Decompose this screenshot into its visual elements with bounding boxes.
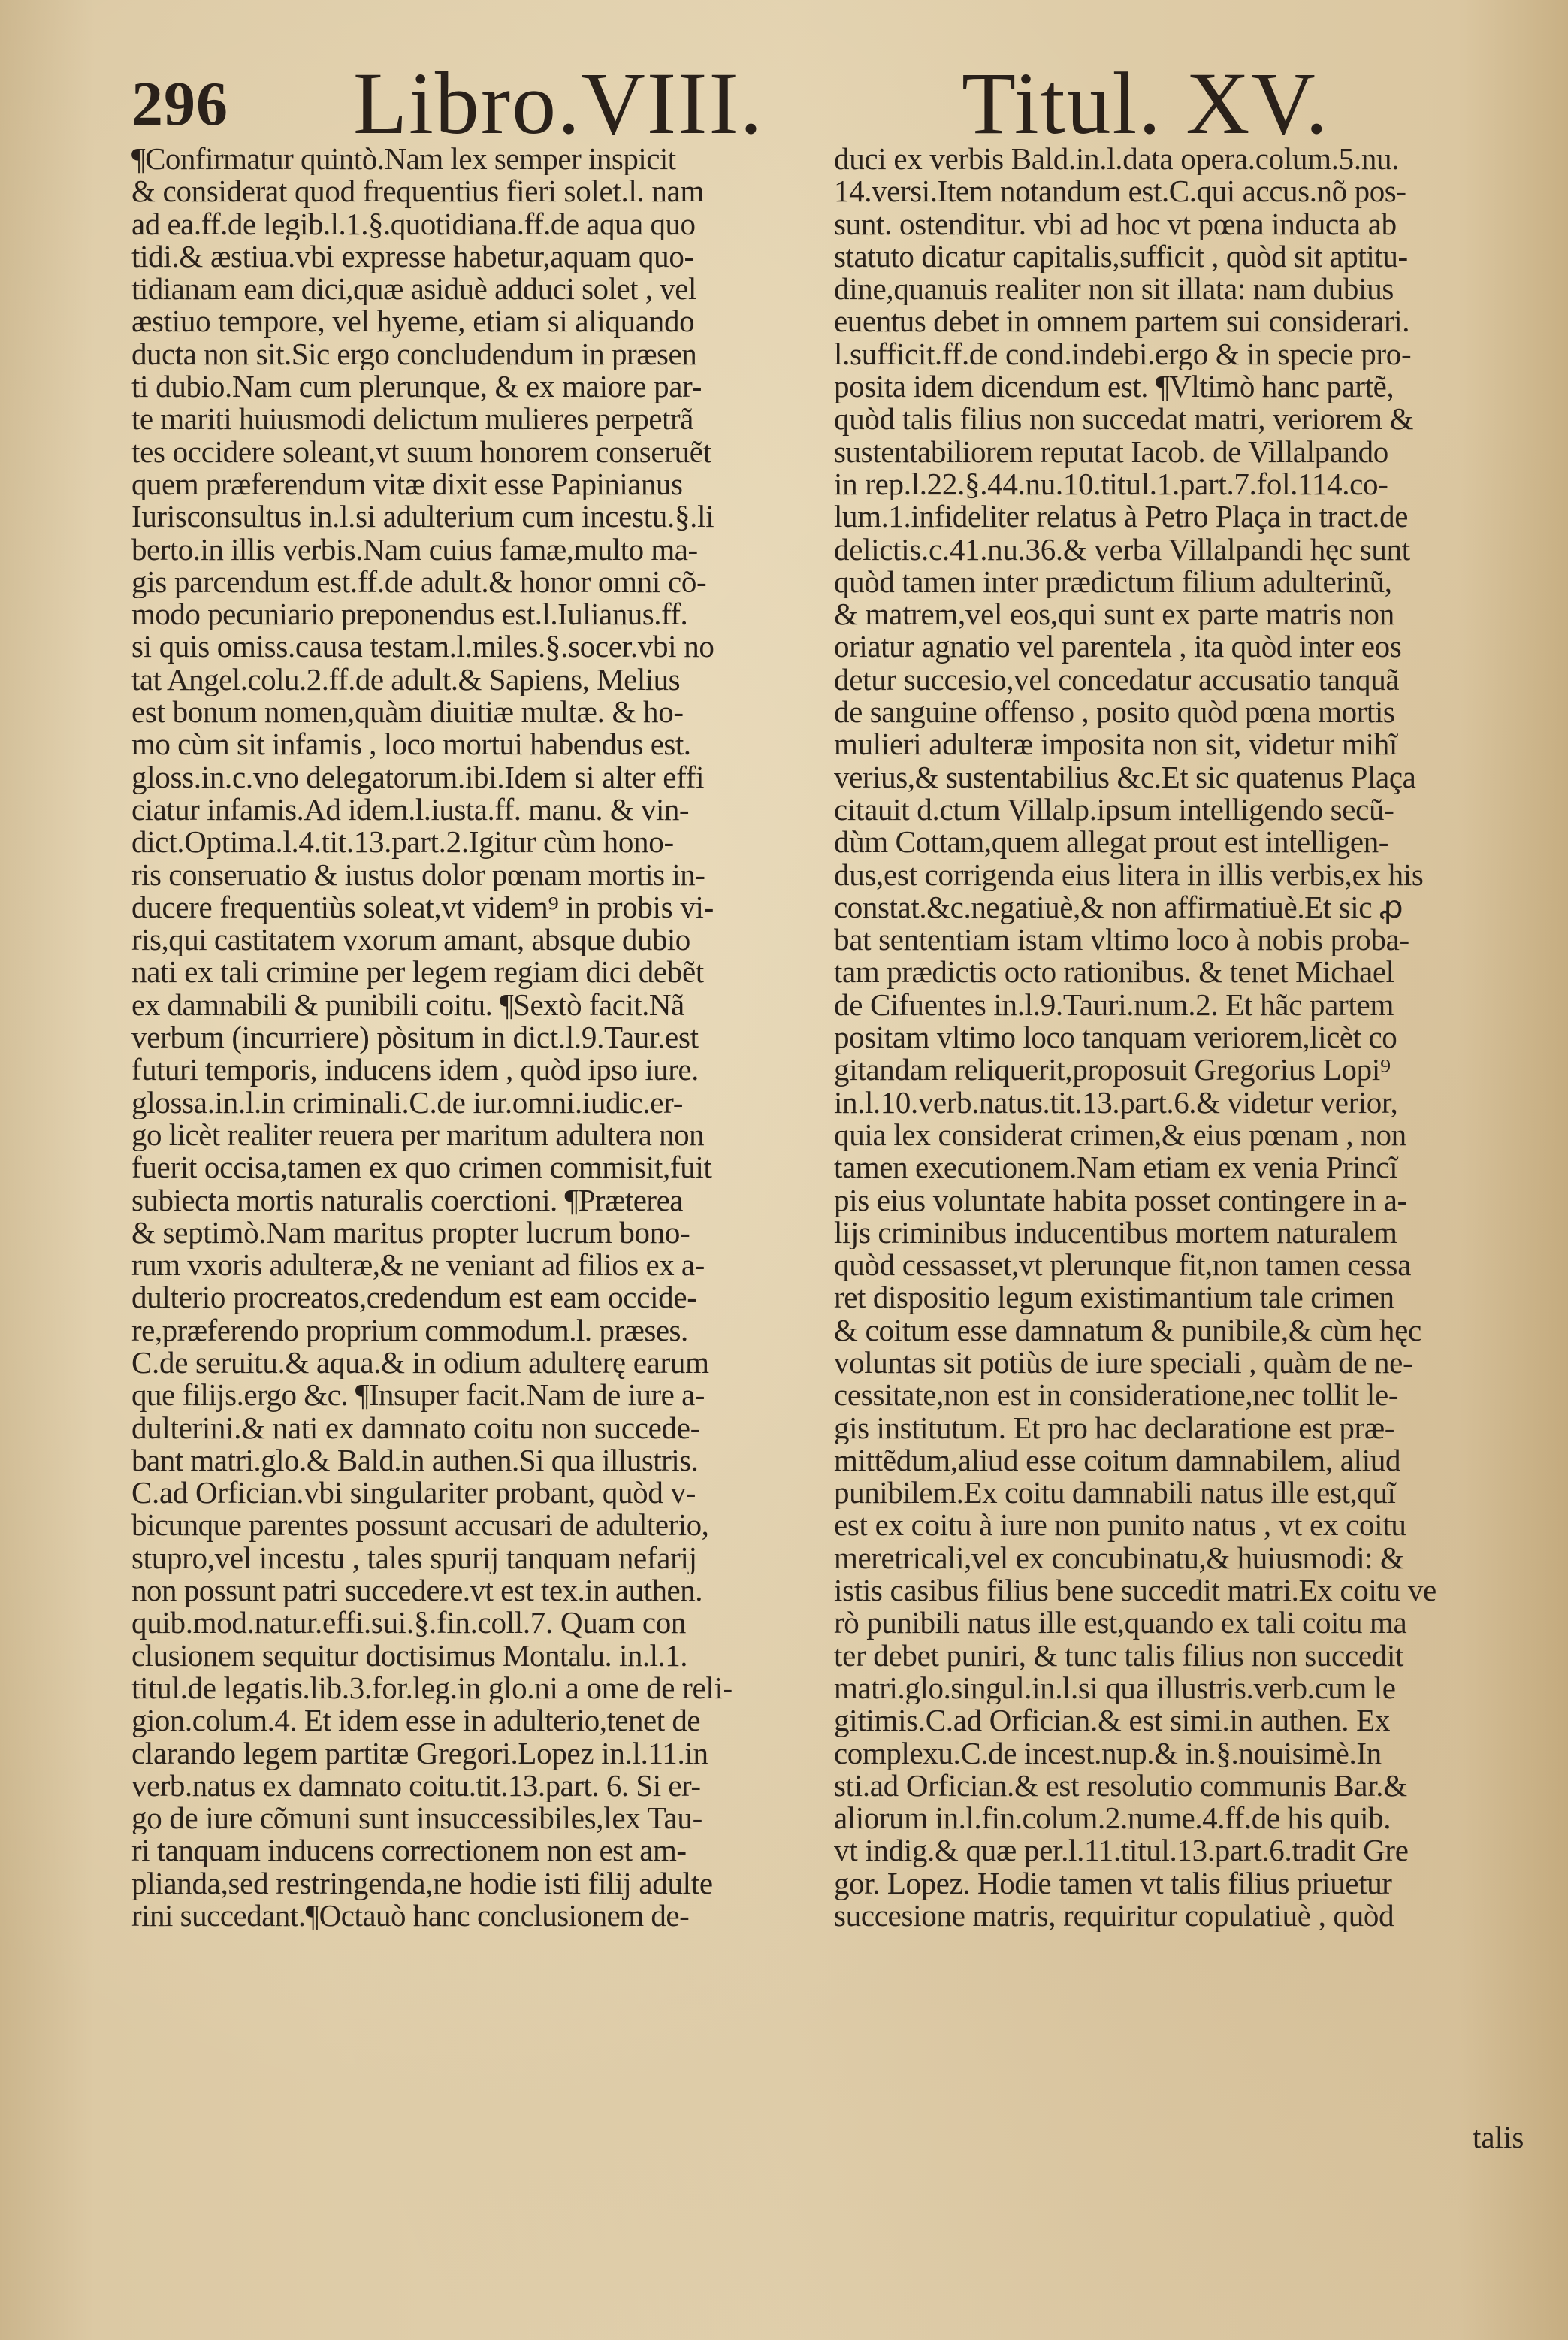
text-line: dine,quanuis realiter non sit illata: nam dubius xyxy=(834,273,1394,306)
text-line: mo cùm sit infamis , loco mortui habendus est. xyxy=(131,728,691,761)
right-text-column xyxy=(834,143,1495,1932)
text-line: l.sufficit.ff.de cond.indebi.ergo & in specie pro- xyxy=(834,337,1412,371)
text-line: complexu.C.de incest.nup.& in.§.nouisimè.In xyxy=(834,1737,1382,1770)
text-line: ter debet puniri, & tunc talis filius non succedit xyxy=(834,1639,1404,1672)
text-line: est bonum nomen,quàm diuitiæ multæ. & ho- xyxy=(131,696,684,729)
text-line: rum vxoris adulteræ,& ne veniant ad filios ex a- xyxy=(131,1249,705,1282)
text-line: in rep.l.22.§.44.nu.10.titul.1.part.7.fol.114.co- xyxy=(834,467,1388,501)
text-line: verb.natus ex damnato coitu.tit.13.part. 6. Si er- xyxy=(131,1769,701,1803)
text-line: re,præferendo proprium commodum.l. præses. xyxy=(131,1314,688,1347)
text-line: titul.de legatis.lib.3.for.leg.in glo.ni a ome de reli- xyxy=(131,1671,733,1705)
text-line: nati ex tali crimine per legem regiam dici debẽt xyxy=(131,956,704,989)
text-line: mittẽdum,aliud esse coitum damnabilem, aliud xyxy=(834,1444,1401,1477)
text-line: de sanguine offenso , posito quòd pœna mortis xyxy=(834,696,1395,729)
text-line: & considerat quod frequentius fieri solet.l. nam xyxy=(131,175,705,208)
text-line: go licèt realiter reuera per maritum adultera non xyxy=(131,1118,705,1152)
text-line: si quis omiss.causa testam.l.miles.§.socer.vbi no xyxy=(131,630,715,664)
text-line: C.de seruitu.& aqua.& in odium adulterę earum xyxy=(131,1346,709,1380)
text-line: est ex coitu à iure non punito natus , vt ex coitu xyxy=(834,1509,1406,1542)
text-line: berto.in illis verbis.Nam cuius famæ,multo ma- xyxy=(131,533,698,566)
text-line: non possunt patri succedere.vt est tex.in authen. xyxy=(131,1574,702,1607)
text-line: gitimis.C.ad Orfician.& est simi.in authen. Ex xyxy=(834,1704,1391,1737)
text-line: ciatur infamis.Ad idem.l.iusta.ff. manu. & vin- xyxy=(131,793,690,827)
text-line: tidi.& æstiua.vbi expresse habetur,aquam quo- xyxy=(131,240,694,274)
text-line: ris,qui castitatem vxorum amant, absque dubio xyxy=(131,924,690,957)
text-line: ris conseruatio & iustus dolor pœnam mortis in- xyxy=(131,858,705,891)
text-line: clusionem sequitur doctisimus Montalu. in.l.1. xyxy=(131,1639,688,1672)
text-line: istis casibus filius bene succedit matri.Ex coitu ve xyxy=(834,1574,1437,1607)
text-line: punibilem.Ex coitu damnabili natus ille est,quĩ xyxy=(834,1477,1396,1510)
text-line: aliorum in.l.fin.colum.2.nume.4.ff.de his quib. xyxy=(834,1802,1391,1835)
text-line: & coitum esse damnatum & punibile,& cùm hęc xyxy=(834,1314,1421,1347)
text-line: gitandam reliquerit,proposuit Gregorius Lopi⁹ xyxy=(834,1054,1391,1087)
text-line: tam prædictis octo rationibus. & tenet Michael xyxy=(834,956,1394,989)
text-line: C.ad Orfician.vbi singulariter probant, quòd v- xyxy=(131,1477,696,1510)
text-line: ducta non sit.Sic ergo concludendum in præsen xyxy=(131,337,697,371)
text-line: posita idem dicendum est. ¶Vltimò hanc partẽ, xyxy=(834,370,1394,404)
text-line: glossa.in.l.in criminali.C.de iur.omni.iudic.er- xyxy=(131,1086,684,1119)
text-line: in.l.10.verb.natus.tit.13.part.6.& videtur verior, xyxy=(834,1086,1398,1119)
text-line: clarando legem partitæ Gregori.Lopez in.l.11.in xyxy=(131,1737,708,1770)
text-line: Iurisconsultus in.l.si adulterium cum incestu.§.li xyxy=(131,500,715,534)
text-line: quem præferendum vitæ dixit esse Papinianus xyxy=(131,467,683,501)
text-line: cessitate,non est in consideratione,nec tollit le- xyxy=(834,1379,1399,1412)
text-line: rini succedant.¶Octauò hanc conclusionem de- xyxy=(131,1900,690,1933)
text-line: detur succesio,vel concedatur accusatio tanquã xyxy=(834,663,1400,697)
text-line: constat.&c.negatiuè,& non affirmatiuè.Et sic ꝓ xyxy=(834,890,1403,924)
text-line: æstiuo tempore, vel hyeme, etiam si aliquando xyxy=(131,305,695,338)
text-line: stupro,vel incestu , tales spurij tanquam nefarij xyxy=(131,1541,697,1575)
text-line: dulterio procreatos,credendum est eam occide- xyxy=(131,1281,697,1314)
text-line: delictis.c.41.nu.36.& verba Villalpandi hęc sunt xyxy=(834,533,1410,566)
text-line: gis institutum. Et pro hac declaratione est præ- xyxy=(834,1411,1394,1444)
text-line: ri tanquam inducens correctionem non est am- xyxy=(131,1834,687,1867)
text-line: verbum (incurriere) pòsitum in dict.l.9.Taur.est xyxy=(131,1021,699,1054)
text-line: quòd talis filius non succedat matri, veriorem & xyxy=(834,403,1414,436)
text-line: ad ea.ff.de legib.l.1.§.quotidiana.ff.de aqua quo xyxy=(131,207,696,240)
text-line: vt indig.& quæ per.l.11.titul.13.part.6.tradit Gre xyxy=(834,1834,1409,1867)
text-line: quòd cessasset,vt plerunque fit,non tamen cessa xyxy=(834,1249,1412,1282)
folio-number: 296 xyxy=(131,69,228,139)
text-line: mulieri adulteræ imposita non sit, videtur mihĩ xyxy=(834,728,1398,761)
left-text-column xyxy=(131,143,793,1932)
text-line: plianda,sed restringenda,ne hodie isti filij adulte xyxy=(131,1867,713,1900)
text-line: te mariti huiusmodi delictum mulieres perpetrã xyxy=(131,403,693,436)
text-line: lum.1.infideliter relatus à Petro Plaça in tract.de xyxy=(834,500,1409,534)
text-line: gis parcendum est.ff.de adult.& honor omni cõ- xyxy=(131,565,707,599)
text-line: quia lex considerat crimen,& eius pœnam , non xyxy=(834,1118,1406,1152)
text-line: succesione matris, requiritur copulatiuè , quòd xyxy=(834,1900,1394,1933)
text-line: ret dispositio legum existimantium tale crimen xyxy=(834,1281,1394,1314)
text-line: dùm Cottam,quem allegat prout est intelligen- xyxy=(834,826,1389,859)
text-line: rò punibili natus ille est,quando ex tali coitu ma xyxy=(834,1607,1407,1640)
text-line: & matrem,vel eos,qui sunt ex parte matris non xyxy=(834,598,1394,631)
page-header xyxy=(0,38,1568,153)
text-line: quòd tamen inter prædictum filium adulterinũ, xyxy=(834,565,1392,599)
text-line: sustentabiliorem reputat Iacob. de Villalpando xyxy=(834,435,1388,468)
text-line: sunt. ostenditur. vbi ad hoc vt pœna inducta ab xyxy=(834,207,1397,240)
text-line: 14.versi.Item notandum est.C.qui accus.nõ pos- xyxy=(834,175,1406,208)
text-line: gion.colum.4. Et idem esse in adulterio,tenet de xyxy=(131,1704,701,1737)
text-line: subiecta mortis naturalis coerctioni. ¶Præterea xyxy=(131,1184,683,1217)
text-line: tamen executionem.Nam etiam ex venia Princĩ xyxy=(834,1151,1398,1184)
text-line: tidianam eam dici,quæ asiduè adduci solet , vel xyxy=(131,273,696,306)
text-line: verius,& sustentabilius &c.Et sic quatenus Plaça xyxy=(834,760,1416,794)
text-line: gor. Lopez. Hodie tamen vt talis filius priuetur xyxy=(834,1867,1392,1900)
text-line: ducere frequentiùs soleat,vt videm⁹ in probis vi- xyxy=(131,890,714,924)
text-line: statuto dicatur capitalis,sufficit , quòd sit aptitu- xyxy=(834,240,1408,274)
text-line: ¶Confirmatur quintò.Nam lex semper inspicit xyxy=(131,143,676,176)
text-line: oriatur agnatio vel parentela , ita quòd inter eos xyxy=(834,630,1402,664)
text-line: gloss.in.c.vno delegatorum.ibi.Idem si alter effi xyxy=(131,760,705,794)
text-line: ti dubio.Nam cum plerunque, & ex maiore par- xyxy=(131,370,702,404)
text-line: quib.mod.natur.effi.sui.§.fin.coll.7. Quam con xyxy=(131,1607,687,1640)
text-line: que filijs.ergo &c. ¶Insuper facit.Nam de iure a- xyxy=(131,1379,705,1412)
text-line: dict.Optima.l.4.tit.13.part.2.Igitur cùm hono- xyxy=(131,826,674,859)
text-line: de Cifuentes in.l.9.Tauri.num.2. Et hãc partem xyxy=(834,988,1394,1022)
text-line: matri.glo.singul.in.l.si qua illustris.verb.cum le xyxy=(834,1671,1396,1705)
titulus-head: Titul. XV. xyxy=(962,54,1330,153)
text-line: bat sententiam istam vltimo loco à nobis proba- xyxy=(834,924,1409,957)
text-line: pis eius voluntate habita posset contingere in a- xyxy=(834,1184,1407,1217)
text-line: go de iure cõmuni sunt insuccessibiles,lex Tau- xyxy=(131,1802,702,1835)
text-line: voluntas sit potiùs de iure speciali , quàm de ne- xyxy=(834,1346,1413,1380)
text-line: bant matri.glo.& Bald.in authen.Si qua illustris. xyxy=(131,1444,699,1477)
catchword: talis xyxy=(1473,2120,1524,2154)
text-line: fuerit occisa,tamen ex quo crimen commisit,fuit xyxy=(131,1151,712,1184)
text-line: dus,est corrigenda eius litera in illis verbis,ex his xyxy=(834,858,1424,891)
text-line: euentus debet in omnem partem sui considerari. xyxy=(834,305,1410,338)
text-line: futuri temporis, inducens idem , quòd ipso iure. xyxy=(131,1054,699,1087)
running-head: Libro.VIII. xyxy=(353,54,764,153)
text-line: duci ex verbis Bald.in.l.data opera.colum.5.nu. xyxy=(834,143,1400,176)
text-line: bicunque parentes possunt accusari de adulterio, xyxy=(131,1509,709,1542)
text-line: positam vltimo loco tanquam veriorem,licèt co xyxy=(834,1021,1397,1054)
text-line: modo pecuniario preponendus est.l.Iulianus.ff. xyxy=(131,598,688,631)
text-line: dulterini.& nati ex damnato coitu non succede- xyxy=(131,1411,700,1444)
text-line: tat Angel.colu.2.ff.de adult.& Sapiens, Melius xyxy=(131,663,681,697)
text-line: sti.ad Orfician.& est resolutio communis Bar.& xyxy=(834,1769,1407,1803)
text-line: citauit d.ctum Villalp.ipsum intelligendo secũ- xyxy=(834,793,1394,827)
text-line: tes occidere soleant,vt suum honorem conseruẽt xyxy=(131,435,711,468)
text-line: & septimò.Nam maritus propter lucrum bono- xyxy=(131,1216,690,1250)
text-line: meretricali,vel ex concubinatu,& huiusmodi: & xyxy=(834,1541,1404,1575)
text-line: lijs criminibus inducentibus mortem naturalem xyxy=(834,1216,1397,1250)
text-line: ex damnabili & punibili coitu. ¶Sextò facit.Nã xyxy=(131,988,684,1022)
